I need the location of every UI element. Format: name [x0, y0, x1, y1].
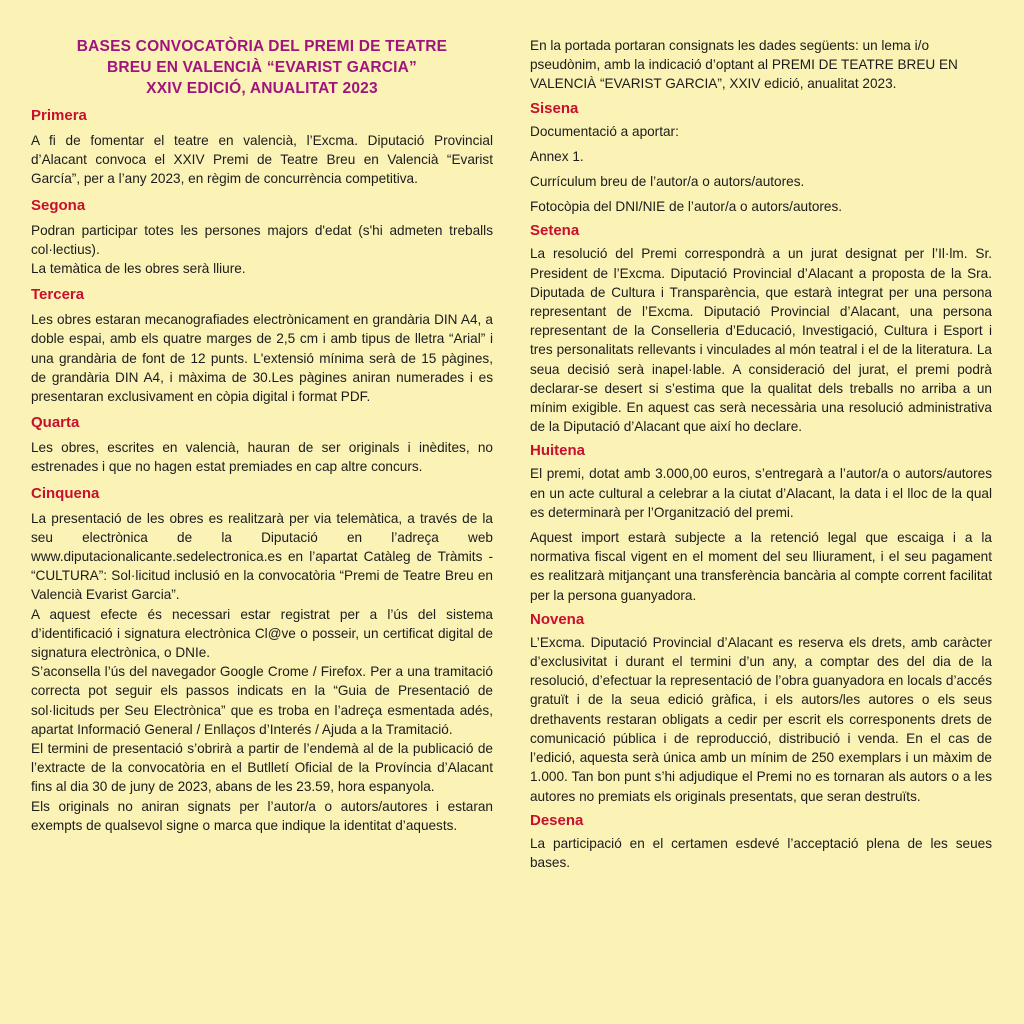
section-heading-primera: Primera	[31, 107, 87, 124]
huitena-paragraph-2: Aquest import estarà subjecte a la retenció legal que escaiga i a la normativa fiscal vigent en el moment del seu lliurament, i el seu pagament es realitzarà mitjançant una transferència bancària al compte corrent facilitat per la persona guanyadora.	[530, 530, 992, 603]
section-heading-sisena: Sisena	[530, 99, 579, 117]
cinquena-continuation-paragraph: En la portada portaran consignats les dades següents: un lema i/o pseudònim, amb la indicació d’optant al PREMI DE TEATRE BREU EN VALENCIÀ “EVARIST GARCIA”, XXIV edició, anualitat 2023.	[530, 38, 958, 92]
sisena-line-4: Fotocòpia del DNI/NIE de l’autor/a o autors/autores.	[530, 199, 843, 215]
segona-paragraph-1: Podran participar totes les persones majors d'edat (s'hi admeten treballs col·lectius).	[31, 222, 493, 257]
section-heading-tercera: Tercera	[31, 286, 85, 304]
cinquena-paragraph-3: S’aconsella l’ús del navegador Google Crome / Firefox. Per a una tramitació correcta pot seguir els passos indicats en la “Guia de Presentació de sol·licituds per Seu Electrònica” que es troba en l’adreça esmentada adés, apartat Informació General / Enllaços d’Interés / Ajuda a la Tramitació.	[31, 664, 493, 737]
right-column	[530, 36, 992, 876]
quarta-paragraph: Les obres, escrites en valencià, hauran de ser originals i inèdites, no estrenades i que no hagen estat premiades en cap altre concurs.	[31, 440, 493, 475]
section-heading-cinquena: Cinquena	[31, 484, 100, 502]
cinquena-paragraph-1: La presentació de les obres es realitzarà per via telemàtica, a través de la seu electrònica de la Diputació en l’adreça web www.diputacionalicante.sedelectronica.es en l’apartat Catàleg de Tràmits - “CULTURA”: Sol·licitud inclusió en la convocatòria “Premi de Teatre Breu en Valencià Evarist Garcia”.	[31, 510, 493, 603]
segona-paragraph-2: La temàtica de les obres serà lliure.	[31, 261, 246, 277]
sisena-line-2: Annex 1.	[530, 148, 584, 164]
setena-paragraph: La resolució del Premi correspondrà a un jurat designat per l’Il·lm. Sr. President de l’Excma. Diputació Provincial d’Alacant a proposta de la Sra. Diputada de Cultura i Transparència, que estarà integrat per una persona representant de l’Excma. Diputació Provincial d’Alacant, una persona representant de la Conselleria d’Educació, Investigació, Cultura i Esport i tres personalitats rellevants i vinculades al món teatral i el de la literatura. La seua decisió serà inapel·lable. A consideració del jurat, el premi podrà declarar-se desert si s’estima que la qualitat dels treballs no arriba a un mínim exigible. En aquest cas serà necessària una resolució administrativa de la Diputació d’Alacant que així ho declare.	[530, 246, 992, 435]
title-line-2: BREU EN VALENCIÀ “EVARIST GARCIA”	[106, 59, 417, 76]
desena-paragraph: La participació en el certamen esdevé l’acceptació plena de les seues bases.	[530, 835, 992, 870]
section-heading-segona: Segona	[31, 196, 86, 214]
title-line-1: BASES CONVOCATÒRIA DEL PREMI DE TEATRE	[76, 38, 448, 55]
section-heading-desena: Desena	[530, 811, 584, 829]
sisena-line-3: Currículum breu de l’autor/a o autors/autores.	[530, 174, 805, 190]
section-heading-novena: Novena	[530, 610, 585, 628]
left-column	[31, 36, 493, 839]
huitena-paragraph-1: El premi, dotat amb 3.000,00 euros, s’entregarà a l’autor/a o autors/autores en un acte cultural a celebrar a la ciutat d’Alacant, la data i el lloc de la qual es determinarà per l’Organització del premi.	[530, 466, 992, 520]
tercera-paragraph: Les obres estaran mecanografiades electrònicament en grandària DIN A4, a doble espai, amb els quatre marges de 2,5 cm i amb tipus de lletra “Arial” i una grandària de font de 12 punts. L'extensió mínima serà de 15 pàgines, de grandària DIN A4, i màxima de 30.Les pàgines aniran numerades i es presentaran exclusivament en còpia digital i format PDF.	[31, 312, 493, 405]
section-heading-setena: Setena	[530, 222, 580, 240]
cinquena-paragraph-5: Els originals no aniran signats per l’autor/a o autors/autores i estaran exempts de qualsevol signe o marca que indique la identitat d’aquests.	[31, 798, 493, 833]
cinquena-paragraph-2: A aquest efecte és necessari estar registrat per a l’ús del sistema d’identificació i signatura electrònica Cl@ve o posseir, un certificat digital de signatura electrònica, o DNIe.	[31, 606, 493, 661]
novena-paragraph: L’Excma. Diputació Provincial d’Alacant es reserva els drets, amb caràcter d’exclusivitat i durant el termini d’un any, a comptar des del dia de la resolució, d’efectuar la representació de l’obra guanyadora en locals d’accés gratuït i de la seua edició gràfica, i els autors/les autores o els seus drethavents restaran obligats a cedir per escrit els corresponents drets de comunicació pública i de reproducció, distribució i venda. En el cas de l’edició, aquesta serà única amb un mínim de 250 exemplars i un màxim de 1.000. Tan bon punt s’hi adjudique el Premi no es tornaran als autors o a les autores no premiats els originals presentats, que seran destruïts.	[530, 634, 992, 804]
section-heading-huitena: Huitena	[530, 442, 586, 460]
cinquena-paragraph-4: El termini de presentació s’obrirà a partir de l’endemà al de la publicació de l’extracte de la convocatòria en el Butlletí Oficial de la Província d’Alacant fins al dia 30 de juny de 2023, abans de les 23.59, hora espanyola.	[31, 741, 493, 795]
section-heading-quarta: Quarta	[31, 414, 80, 432]
document-title	[31, 36, 493, 99]
title-line-3: XXIV EDICIÓ, ANUALITAT 2023	[146, 80, 378, 97]
primera-paragraph: A fi de fomentar el teatre en valencià, l’Excma. Diputació Provincial d’Alacant convoca el XXIV Premi de Teatre Breu en Valencià “Evarist García”, per a l’any 2023, en règim de concurrència competitiva.	[31, 133, 493, 187]
sisena-line-1: Documentació a aportar:	[530, 123, 679, 139]
